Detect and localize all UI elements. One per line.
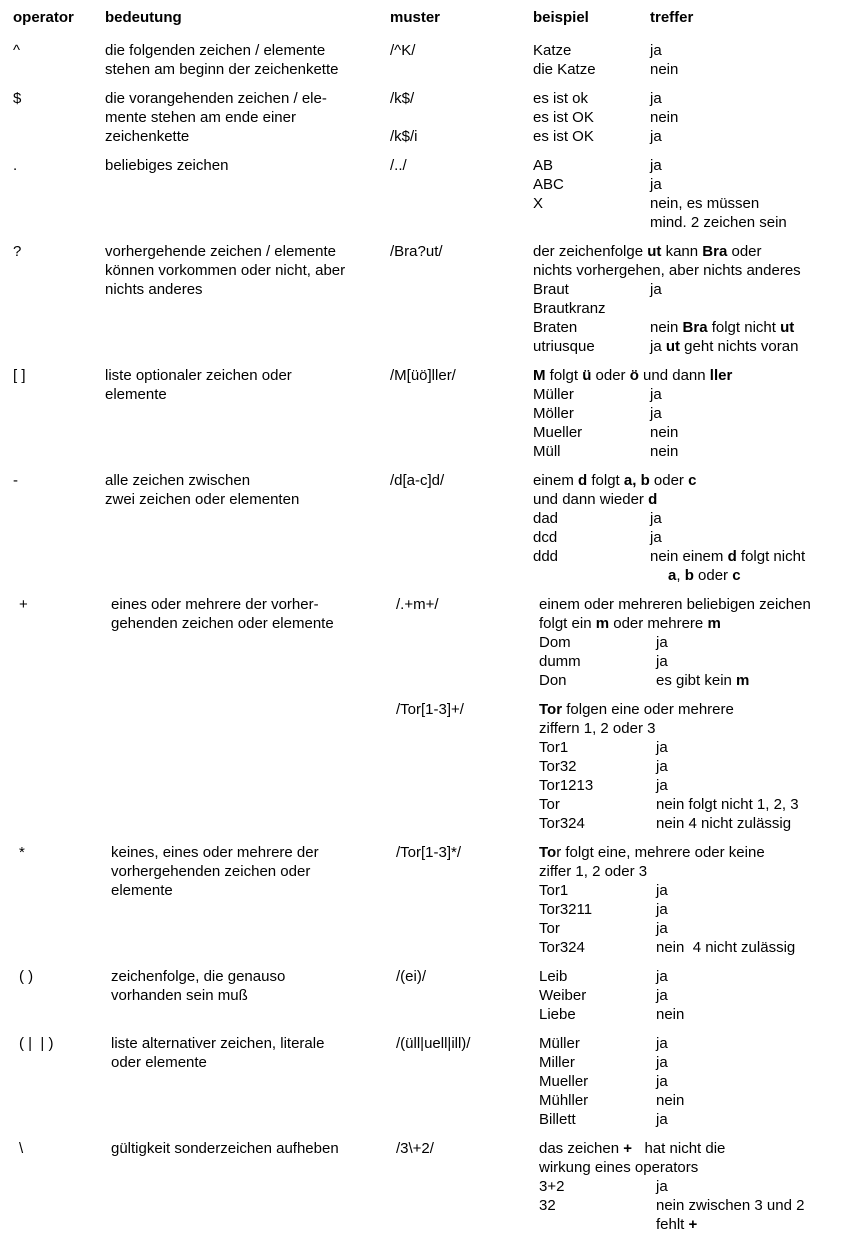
muster-beispiel-area: [390, 156, 863, 232]
bedeutung-line: die folgenden zeichen / elemente: [105, 42, 326, 59]
example-value: Mueller: [533, 424, 583, 441]
treffer-value: ja: [650, 405, 662, 422]
example-value: [533, 566, 650, 585]
treffer-value: ja: [650, 42, 662, 59]
beispiel-line: [539, 1091, 863, 1110]
example-value: AB: [533, 157, 554, 174]
muster-cell: [390, 156, 533, 175]
beispiel-full-line: folgt ein m oder mehrere m: [539, 615, 721, 632]
beispiel-cell: [533, 1139, 863, 1234]
operator-cell: $: [13, 90, 22, 107]
muster-value: /3\+2/: [396, 1140, 434, 1157]
muster-value: /(ei)/: [396, 968, 426, 985]
beispiel-cell: [533, 595, 863, 690]
treffer-value: ja: [656, 653, 668, 670]
treffer-value: fehlt +: [656, 1216, 698, 1233]
example-value: Tor324: [539, 815, 585, 832]
bedeutung-line: oder elemente: [111, 1054, 207, 1071]
beispiel-line: [539, 671, 863, 690]
table-body: [0, 41, 863, 1234]
beispiel-line: [539, 738, 863, 757]
muster-cell: [390, 843, 533, 862]
treffer-value: ja: [656, 968, 668, 985]
muster-cell: [390, 595, 533, 614]
muster-beispiel-area: [390, 967, 863, 1024]
beispiel-line: [533, 442, 863, 461]
treffer-value: ja: [656, 777, 668, 794]
beispiel-line: [533, 194, 863, 213]
muster-cell: [390, 366, 533, 385]
beispiel-full-line: Tor folgen eine oder mehrere: [539, 701, 734, 718]
example-value: 3+2: [539, 1178, 565, 1195]
example-value: dcd: [533, 529, 558, 546]
example-value: Müller: [533, 386, 574, 403]
beispiel-line: [533, 385, 863, 404]
example-value: es ist OK: [533, 128, 594, 145]
operator-cell: ( ): [19, 968, 34, 985]
bedeutung-line: eines oder mehrere der vorher-: [111, 596, 319, 613]
muster-cell: [390, 1034, 533, 1053]
beispiel-full-line: das zeichen + hat nicht die: [539, 1140, 726, 1157]
example-value: Tor324: [539, 939, 585, 956]
beispiel-cell: [533, 41, 863, 79]
beispiel-line: [539, 938, 863, 957]
header-beispiel-line: [533, 8, 863, 27]
example-value: es ist ok: [533, 90, 589, 107]
muster-value: /^K/: [390, 42, 416, 59]
example-value: Tor32: [539, 758, 577, 775]
operator-cell: -: [13, 472, 18, 489]
example-value: Tor: [539, 796, 560, 813]
table-row: [0, 1034, 863, 1129]
muster-beispiel-area: [390, 843, 863, 957]
treffer-value: nein Bra folgt nicht ut: [650, 319, 795, 336]
header-treffer: treffer: [650, 9, 694, 26]
beispiel-line: [539, 1005, 863, 1024]
header-bedeutung: bedeutung: [105, 9, 182, 26]
operator-cell: \: [19, 1140, 24, 1157]
beispiel-full-line: nichts vorhergehen, aber nichts anderes: [533, 262, 801, 279]
beispiel-cell: [533, 967, 863, 1024]
treffer-value: nein: [656, 1006, 685, 1023]
example-value: es ist OK: [533, 109, 594, 126]
beispiel-line: [533, 127, 863, 146]
beispiel-line: [533, 280, 863, 299]
pattern-group: [390, 967, 863, 1024]
table-row: [0, 843, 863, 957]
treffer-value: a, b oder c: [668, 567, 741, 584]
bedeutung-line: elemente: [105, 386, 167, 403]
beispiel-cell: [533, 366, 863, 461]
example-value: dumm: [539, 653, 581, 670]
beispiel-line: [539, 1072, 863, 1091]
bedeutung-cell: [105, 242, 390, 299]
example-value: Tor1: [539, 882, 569, 899]
muster-cell: [390, 41, 533, 60]
treffer-value: nein zwischen 3 und 2: [656, 1197, 805, 1214]
beispiel-line: [539, 795, 863, 814]
muster-cell: [390, 1139, 533, 1158]
example-value: Don: [539, 672, 567, 689]
beispiel-line: [533, 299, 863, 318]
bedeutung-cell: [105, 967, 390, 1005]
bedeutung-cell: [105, 366, 390, 404]
beispiel-full-line: einem d folgt a, b oder c: [533, 472, 697, 489]
muster-value: /d[a-c]d/: [390, 472, 445, 489]
bedeutung-line: die vorangehenden zeichen / ele-: [105, 90, 327, 107]
operator-cell: ( | | ): [19, 1035, 54, 1052]
operator-cell: ?: [13, 243, 22, 260]
header-beispiel: beispiel: [533, 9, 589, 26]
muster-cell: [390, 967, 533, 986]
beispiel-line: [533, 404, 863, 423]
pattern-group: [390, 700, 863, 833]
bedeutung-line: stehen am beginn der zeichenkette: [105, 61, 339, 78]
treffer-value: ja: [650, 386, 662, 403]
operator-cell: [ ]: [13, 367, 26, 384]
pattern-group: [390, 843, 863, 957]
muster-beispiel-area: [390, 366, 863, 461]
beispiel-line: [539, 1177, 863, 1196]
bedeutung-line: gültigkeit sonderzeichen aufheben: [111, 1140, 339, 1157]
treffer-value: nein, es müssen: [650, 195, 760, 212]
treffer-value: nein 4 nicht zulässig: [656, 815, 792, 832]
pattern-group: [390, 471, 863, 585]
operator-cell: ^: [13, 42, 21, 59]
beispiel-line: [539, 776, 863, 795]
bedeutung-line: liste alternativer zeichen, literale: [111, 1035, 325, 1052]
example-value: utriusque: [533, 338, 595, 355]
treffer-value: ja: [656, 634, 668, 651]
beispiel-full-line: M folgt ü oder ö und dann ller: [533, 367, 733, 384]
treffer-value: [650, 299, 863, 318]
example-value: X: [533, 195, 544, 212]
muster-value: /.+m+/: [396, 596, 439, 613]
bedeutung-line: nichts anderes: [105, 281, 203, 298]
bedeutung-cell: [105, 1139, 390, 1158]
example-value: Billett: [539, 1111, 576, 1128]
treffer-value: ja: [656, 758, 668, 775]
treffer-value: nein: [650, 61, 679, 78]
beispiel-cell: [533, 843, 863, 957]
bedeutung-line: zwei zeichen oder elementen: [105, 491, 300, 508]
operator-cell: *: [19, 844, 25, 861]
treffer-value: ja: [650, 90, 662, 107]
beispiel-full-line: einem oder mehreren beliebigen zeichen: [539, 596, 811, 613]
treffer-value: nein einem d folgt nicht: [650, 548, 806, 565]
bedeutung-cell: [105, 471, 390, 509]
bedeutung-cell: [105, 843, 390, 900]
beispiel-line: [533, 318, 863, 337]
treffer-value: es gibt kein m: [656, 672, 750, 689]
beispiel-line: [539, 919, 863, 938]
beispiel-line: [539, 900, 863, 919]
bedeutung-line: elemente: [111, 882, 173, 899]
bedeutung-line: zeichenfolge, die genauso: [111, 968, 286, 985]
treffer-value: ja ut geht nichts voran: [650, 338, 799, 355]
beispiel-line: [533, 156, 863, 175]
beispiel-line: [533, 337, 863, 356]
muster-beispiel-area: [390, 89, 863, 146]
beispiel-cell: [533, 242, 863, 356]
example-value: Braut: [533, 281, 569, 298]
bedeutung-line: mente stehen am ende einer: [105, 109, 296, 126]
header-right: [390, 8, 863, 27]
muster-value: /k$/i: [390, 128, 418, 145]
beispiel-line: [539, 757, 863, 776]
muster-beispiel-area: [390, 471, 863, 585]
table-row: [0, 967, 863, 1024]
beispiel-line: [533, 528, 863, 547]
pattern-group: [390, 1034, 863, 1129]
operator-cell: .: [13, 157, 18, 174]
beispiel-line: [539, 1053, 863, 1072]
beispiel-full-line: ziffer 1, 2 oder 3: [539, 863, 648, 880]
pattern-group: [390, 89, 863, 146]
table-row: [0, 595, 863, 833]
bedeutung-cell: [105, 595, 390, 633]
treffer-value: nein: [650, 109, 679, 126]
bedeutung-line: zeichenkette: [105, 128, 190, 145]
beispiel-cell: [533, 700, 863, 833]
muster-cell: [390, 700, 533, 719]
bedeutung-cell: [105, 41, 390, 79]
table-row: [0, 366, 863, 461]
muster-value: /../: [390, 157, 407, 174]
pattern-group: [390, 242, 863, 356]
treffer-value: ja: [656, 1054, 668, 1071]
muster-beispiel-area: [390, 242, 863, 356]
example-value: Liebe: [539, 1006, 576, 1023]
treffer-value: nein: [656, 1092, 685, 1109]
muster-beispiel-area: [390, 1034, 863, 1129]
beispiel-full-line: wirkung eines operators: [539, 1159, 699, 1176]
beispiel-line: [533, 213, 863, 232]
bedeutung-line: keines, eines oder mehrere der: [111, 844, 319, 861]
muster-cell: [390, 471, 533, 490]
muster-value: /Tor[1-3]+/: [396, 701, 464, 718]
header-beispiel-area: [533, 8, 863, 27]
beispiel-line: [533, 566, 863, 585]
beispiel-cell: [533, 471, 863, 585]
table-row: [0, 1139, 863, 1234]
example-value: Möller: [533, 405, 574, 422]
muster-beispiel-area: [390, 1139, 863, 1234]
treffer-value: nein: [650, 424, 679, 441]
table-row: [0, 242, 863, 356]
pattern-group: [390, 595, 863, 690]
muster-cell: [390, 89, 533, 146]
treffer-value: nein folgt nicht 1, 2, 3: [656, 796, 799, 813]
header-operator: operator: [13, 9, 74, 26]
example-value: die Katze: [533, 61, 596, 78]
beispiel-line: [539, 814, 863, 833]
beispiel-line: [533, 60, 863, 79]
beispiel-line: [539, 652, 863, 671]
example-value: Brautkranz: [533, 300, 606, 317]
treffer-value: ja: [656, 1178, 668, 1195]
beispiel-full-line: der zeichenfolge ut kann Bra oder: [533, 243, 762, 260]
example-value: Müller: [539, 1035, 580, 1052]
treffer-value: ja: [650, 510, 662, 527]
example-value: Miller: [539, 1054, 575, 1071]
example-value: Weiber: [539, 987, 587, 1004]
treffer-value: ja: [650, 157, 662, 174]
treffer-value: ja: [650, 176, 662, 193]
beispiel-line: [539, 1034, 863, 1053]
treffer-value: ja: [650, 529, 662, 546]
treffer-value: ja: [656, 920, 668, 937]
pattern-group: [390, 1139, 863, 1234]
example-value: dad: [533, 510, 559, 527]
beispiel-cell: [533, 1034, 863, 1129]
beispiel-line: [539, 1196, 863, 1215]
header-group: [390, 8, 863, 27]
treffer-value: ja: [656, 987, 668, 1004]
muster-value: /M[üö]ller/: [390, 367, 456, 384]
beispiel-line: [539, 881, 863, 900]
muster-spacer: [390, 108, 533, 127]
beispiel-line: [533, 89, 863, 108]
bedeutung-line: können vorkommen oder nicht, aber: [105, 262, 346, 279]
table-header: [0, 8, 863, 27]
treffer-value: ja: [650, 281, 662, 298]
beispiel-line: [533, 41, 863, 60]
beispiel-full-line: ziffern 1, 2 oder 3: [539, 720, 656, 737]
pattern-group: [390, 156, 863, 232]
example-value: Müll: [533, 443, 561, 460]
beispiel-line: [539, 1110, 863, 1129]
beispiel-cell: [533, 89, 863, 146]
treffer-value: ja: [656, 901, 668, 918]
beispiel-line: [539, 986, 863, 1005]
treffer-value: ja: [656, 739, 668, 756]
bedeutung-line: beliebiges zeichen: [105, 157, 229, 174]
bedeutung-line: alle zeichen zwischen: [105, 472, 251, 489]
beispiel-full-line: Tor folgt eine, mehrere oder keine: [539, 844, 765, 861]
example-value: Dom: [539, 634, 571, 651]
treffer-value: ja: [656, 882, 668, 899]
example-value: Leib: [539, 968, 568, 985]
beispiel-line: [539, 633, 863, 652]
example-value: Braten: [533, 319, 578, 336]
treffer-value: nein: [650, 443, 679, 460]
bedeutung-cell: [105, 1034, 390, 1072]
table-row: [0, 41, 863, 79]
example-value: Tor: [539, 920, 560, 937]
operator-cell: +: [19, 596, 28, 613]
bedeutung-line: liste optionaler zeichen oder: [105, 367, 292, 384]
treffer-value: ja: [656, 1035, 668, 1052]
example-value: Mühller: [539, 1092, 589, 1109]
bedeutung-cell: [105, 156, 390, 175]
example-value: ddd: [533, 548, 559, 565]
example-value: Tor3211: [539, 901, 593, 918]
bedeutung-cell: [105, 89, 390, 146]
muster-value: /k$/: [390, 90, 415, 107]
muster-value: /Tor[1-3]*/: [396, 844, 462, 861]
muster-value: /(üll|uell|ill)/: [396, 1035, 471, 1052]
example-value: ABC: [533, 176, 564, 193]
muster-cell: [390, 242, 533, 261]
treffer-value: ja: [656, 1073, 668, 1090]
header-muster: muster: [390, 9, 441, 26]
muster-beispiel-area: [390, 41, 863, 79]
table-row: [0, 156, 863, 232]
pattern-group: [390, 41, 863, 79]
table-row: [0, 471, 863, 585]
beispiel-line: [533, 509, 863, 528]
beispiel-line: [533, 423, 863, 442]
treffer-value: mind. 2 zeichen sein: [650, 214, 787, 231]
example-value: [539, 1215, 656, 1234]
bedeutung-line: vorhanden sein muß: [111, 987, 248, 1004]
treffer-value: nein 4 nicht zulässig: [656, 939, 796, 956]
beispiel-line: [533, 547, 863, 566]
muster-value: /Bra?ut/: [390, 243, 443, 260]
beispiel-line: [539, 1215, 863, 1234]
example-value: Mueller: [539, 1073, 589, 1090]
table-row: [0, 89, 863, 146]
pattern-group: [390, 366, 863, 461]
muster-beispiel-area: [390, 595, 863, 833]
example-value: 32: [539, 1197, 556, 1214]
example-value: Tor1213: [539, 777, 594, 794]
bedeutung-line: gehenden zeichen oder elemente: [111, 615, 334, 632]
beispiel-line: [533, 175, 863, 194]
beispiel-line: [539, 967, 863, 986]
beispiel-cell: [533, 156, 863, 232]
example-value: [533, 213, 650, 232]
treffer-value: ja: [656, 1111, 668, 1128]
beispiel-full-line: und dann wieder d: [533, 491, 658, 508]
beispiel-line: [533, 108, 863, 127]
treffer-value: ja: [650, 128, 662, 145]
bedeutung-line: vorhergehende zeichen / elemente: [105, 243, 336, 260]
bedeutung-line: vorhergehenden zeichen oder: [111, 863, 311, 880]
example-value: Tor1: [539, 739, 569, 756]
example-value: Katze: [533, 42, 572, 59]
